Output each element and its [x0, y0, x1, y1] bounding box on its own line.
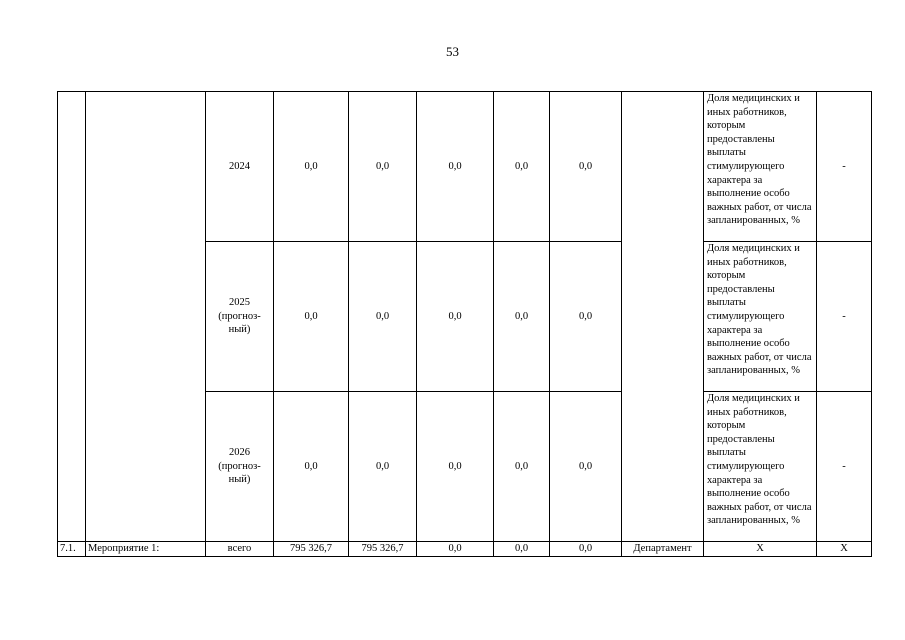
value-cell: 0,0: [349, 242, 417, 392]
value-cell: 0,0: [494, 542, 550, 557]
year-note: (прогноз-: [218, 310, 261, 322]
value-cell: 0,0: [417, 542, 494, 557]
executor-cell: Департамент: [622, 542, 704, 557]
indicator-cell: Доля медицинских и иных работников, которым предоставлены выплаты стимулирующего характера за выполнение особо важных работ, от числа запланированных, %: [704, 242, 817, 392]
value-cell: 0,0: [550, 242, 622, 392]
value-cell: 0,0: [274, 242, 349, 392]
value-cell: 0,0: [494, 92, 550, 242]
activity-name: Мероприятие 1:: [86, 542, 206, 557]
activity-number: 7.1.: [58, 542, 86, 557]
program-table: [57, 91, 872, 557]
value-cell: 0,0: [349, 392, 417, 542]
value-cell: 0,0: [274, 92, 349, 242]
activity-row: [58, 542, 872, 557]
value-cell: 0,0: [417, 92, 494, 242]
indicator-value-cell: -: [817, 392, 872, 542]
indicator-cell: Доля медицинских и иных работников, которым предоставлены выплаты стимулирующего характера за выполнение особо важных работ, от числа запланированных, %: [704, 92, 817, 242]
table-row: [58, 92, 872, 242]
year-note: ный): [228, 324, 251, 336]
name-cell: [86, 92, 206, 542]
year-label: 2026: [229, 447, 250, 459]
year-cell: [206, 242, 274, 392]
value-cell: 0,0: [349, 92, 417, 242]
year-label: 2024: [229, 160, 250, 172]
indicator-value-cell: -: [817, 242, 872, 392]
number-cell: [58, 92, 86, 542]
year-label: 2025: [229, 297, 250, 309]
indicator-value-cell: Х: [817, 542, 872, 557]
value-cell: 0,0: [494, 242, 550, 392]
indicator-value-cell: -: [817, 92, 872, 242]
value-cell: 0,0: [494, 392, 550, 542]
page-number: 53: [446, 44, 459, 59]
year-cell: [206, 392, 274, 542]
value-cell: 0,0: [550, 392, 622, 542]
indicator-cell: Доля медицинских и иных работников, которым предоставлены выплаты стимулирующего характера за выполнение особо важных работ, от числа запланированных, %: [704, 392, 817, 542]
executor-cell: [622, 92, 704, 542]
year-note: ный): [228, 474, 251, 486]
value-cell: 795 326,7: [274, 542, 349, 557]
value-cell: 795 326,7: [349, 542, 417, 557]
value-cell: 0,0: [274, 392, 349, 542]
year-cell: [206, 92, 274, 242]
indicator-cell: Х: [704, 542, 817, 557]
activity-period: всего: [206, 542, 274, 557]
value-cell: 0,0: [417, 392, 494, 542]
year-note: (прогноз-: [218, 460, 261, 472]
value-cell: 0,0: [417, 242, 494, 392]
value-cell: 0,0: [550, 542, 622, 557]
value-cell: 0,0: [550, 92, 622, 242]
